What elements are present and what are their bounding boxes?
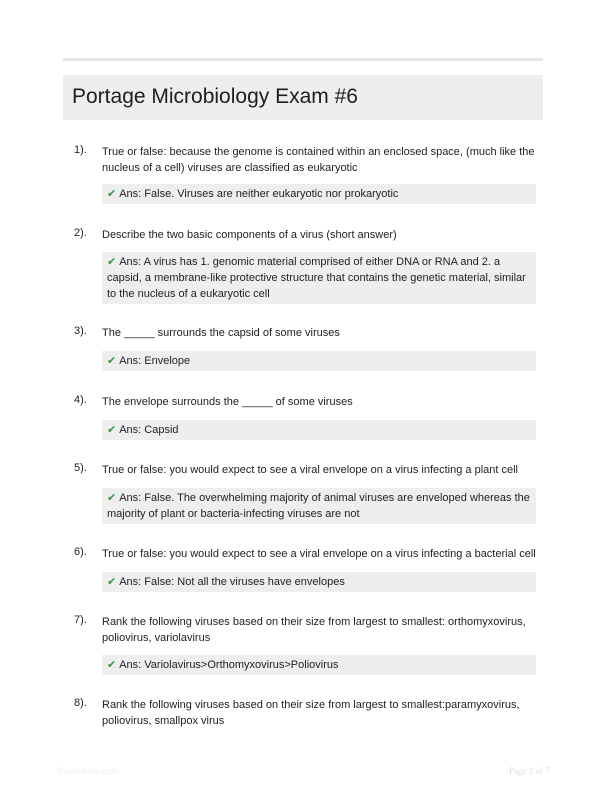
answer-box — [102, 572, 536, 592]
page-number: Page 1 of 7 — [509, 766, 550, 776]
question-number: 1). — [74, 144, 87, 156]
question-number: 8). — [74, 697, 87, 709]
check-icon: ✔ — [107, 188, 117, 200]
question-number: 6). — [74, 546, 87, 558]
question-text: Rank the following viruses based on their size from largest to smallest:paramyxovirus, poliovirus, smallpox virus — [102, 699, 520, 727]
question-number: 3). — [74, 325, 87, 337]
check-icon: ✔ — [107, 492, 117, 504]
answer-text: Ans: Variolavirus>Orthomyxovirus>Poliovirus — [119, 659, 339, 671]
question-number: 7). — [74, 614, 87, 626]
answer-text: Ans: Envelope — [119, 355, 191, 367]
answer-text: Ans: Capsid — [119, 424, 179, 436]
answer-box — [102, 488, 536, 524]
footer-watermark: Papertutor.com — [58, 766, 120, 776]
top-divider — [63, 58, 543, 61]
answer-text: Ans: A virus has 1. genomic material comprised of either DNA or RNA and 2. a capsid, a membrane-like protective structure that contains the genetic material, similar to the nucleus of a eukaryotic cell — [107, 256, 526, 300]
check-icon: ✔ — [107, 659, 117, 671]
check-icon: ✔ — [107, 576, 117, 588]
page-title: Portage Microbiology Exam #6 — [72, 85, 358, 108]
answer-box — [102, 420, 536, 440]
answer-text: Ans: False. The overwhelming majority of animal viruses are enveloped whereas the majority of plant or bacteria-infecting viruses are not — [107, 492, 530, 520]
answer-text: Ans: False. Viruses are neither eukaryotic nor prokaryotic — [119, 188, 399, 200]
question-text: Rank the following viruses based on their size from largest to smallest: orthomyxovirus, poliovirus, variolavirus — [102, 616, 526, 644]
question-text: The envelope surrounds the _____ of some viruses — [102, 396, 353, 408]
answer-box — [102, 351, 536, 371]
check-icon: ✔ — [107, 424, 117, 436]
answer-box — [102, 252, 536, 304]
question-number: 4). — [74, 394, 87, 406]
check-icon: ✔ — [107, 256, 117, 268]
check-icon: ✔ — [107, 355, 117, 367]
answer-text: Ans: False: Not all the viruses have envelopes — [119, 576, 345, 588]
question-number: 2). — [74, 227, 87, 239]
title-bar — [63, 75, 543, 120]
question-text: True or false: you would expect to see a viral envelope on a virus infecting a plant cell — [102, 464, 518, 476]
question-number: 5). — [74, 462, 87, 474]
question-text: True or false: because the genome is contained within an enclosed space, (much like the nucleus of a cell) viruses are classified as eukaryotic — [102, 146, 535, 174]
answer-box — [102, 184, 536, 204]
answer-box — [102, 655, 536, 675]
question-text: The _____ surrounds the capsid of some viruses — [102, 327, 340, 339]
question-text: Describe the two basic components of a virus (short answer) — [102, 229, 397, 241]
question-text: True or false: you would expect to see a viral envelope on a virus infecting a bacterial cell — [102, 548, 536, 560]
